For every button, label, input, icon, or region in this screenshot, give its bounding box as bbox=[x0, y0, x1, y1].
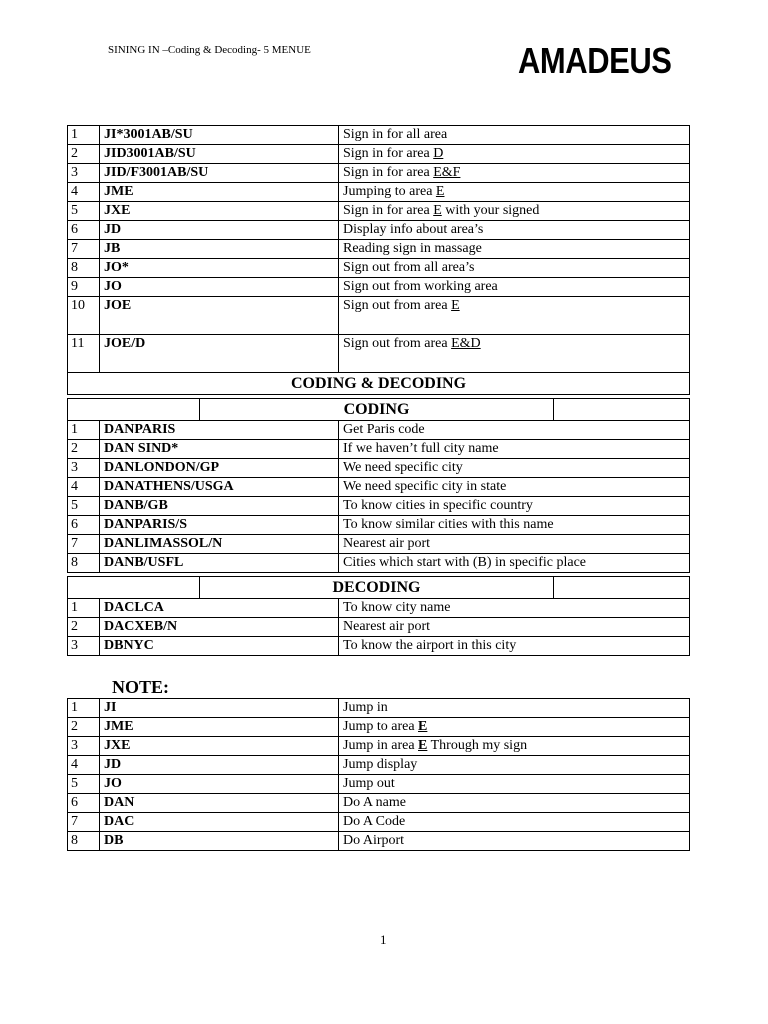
table-row bbox=[68, 202, 690, 221]
coding-title: CODING bbox=[200, 399, 554, 421]
table-row bbox=[68, 699, 690, 718]
description-text: To know similar cities with this name bbox=[343, 517, 554, 532]
description bbox=[339, 459, 690, 478]
command-code: DACXEB/N bbox=[100, 618, 339, 637]
table-row bbox=[68, 278, 690, 297]
table-row bbox=[68, 535, 690, 554]
row-number: 8 bbox=[68, 832, 100, 851]
description-text: We need specific city bbox=[343, 460, 463, 475]
command-code: JXE bbox=[100, 737, 339, 756]
description-text: Display info about area’s bbox=[343, 222, 484, 237]
command-code: DB bbox=[100, 832, 339, 851]
decoding-title: DECODING bbox=[200, 577, 554, 599]
description bbox=[339, 756, 690, 775]
area-code: D bbox=[433, 146, 444, 161]
row-number: 9 bbox=[68, 278, 100, 297]
description-text: To know city name bbox=[343, 600, 451, 615]
description-text: Jumping to area bbox=[343, 184, 436, 199]
coding-table bbox=[67, 398, 690, 421]
area-code: E&D bbox=[451, 336, 481, 351]
description-text: Jump in area bbox=[343, 738, 419, 753]
table-row bbox=[68, 459, 690, 478]
description bbox=[339, 421, 690, 440]
description-text: Jump to area bbox=[343, 719, 419, 734]
description-text: If we haven’t full city name bbox=[343, 441, 499, 456]
description-text: To know the airport in this city bbox=[343, 638, 517, 653]
description bbox=[339, 794, 690, 813]
table-row bbox=[68, 577, 690, 599]
description-text: Sign in for area bbox=[343, 165, 434, 180]
row-number: 8 bbox=[68, 259, 100, 278]
command-code: JOE/D bbox=[100, 335, 339, 373]
table-row bbox=[68, 183, 690, 202]
table-row bbox=[68, 516, 690, 535]
command-code: DANLONDON/GP bbox=[100, 459, 339, 478]
page-number: 1 bbox=[380, 932, 387, 947]
description bbox=[339, 335, 690, 373]
row-number: 1 bbox=[68, 421, 100, 440]
table-row bbox=[68, 813, 690, 832]
description bbox=[339, 516, 690, 535]
description bbox=[339, 535, 690, 554]
description-text: Sign out from working area bbox=[343, 279, 498, 294]
command-code: DANPARIS bbox=[100, 421, 339, 440]
command-code: DANATHENS/USGA bbox=[100, 478, 339, 497]
command-code: DANB/GB bbox=[100, 497, 339, 516]
description-text: Do A name bbox=[343, 795, 406, 810]
row-number: 6 bbox=[68, 794, 100, 813]
description-suffix: Through my sign bbox=[427, 738, 528, 753]
table-row bbox=[68, 126, 690, 145]
command-code: JO* bbox=[100, 259, 339, 278]
row-number: 6 bbox=[68, 516, 100, 535]
description bbox=[339, 832, 690, 851]
table-row bbox=[68, 832, 690, 851]
table-row bbox=[68, 599, 690, 618]
row-number: 5 bbox=[68, 202, 100, 221]
table-row bbox=[68, 554, 690, 573]
command-code: DANB/USFL bbox=[100, 554, 339, 573]
blank-cell bbox=[554, 577, 690, 599]
row-number: 4 bbox=[68, 756, 100, 775]
coding-rows-table bbox=[67, 420, 690, 573]
command-code: JME bbox=[100, 718, 339, 737]
command-code: DAN SIND* bbox=[100, 440, 339, 459]
coding-decoding-title: CODING & DECODING bbox=[68, 373, 690, 395]
command-code: JB bbox=[100, 240, 339, 259]
command-code: JD bbox=[100, 756, 339, 775]
description-text: We need specific city in state bbox=[343, 479, 507, 494]
description bbox=[339, 221, 690, 240]
row-number: 1 bbox=[68, 599, 100, 618]
description-text: To know cities in specific country bbox=[343, 498, 533, 513]
description bbox=[339, 259, 690, 278]
area-code: E bbox=[435, 184, 445, 199]
description-text: Jump display bbox=[343, 757, 418, 772]
command-code: JO bbox=[100, 775, 339, 794]
table-row bbox=[68, 259, 690, 278]
table-row bbox=[68, 737, 690, 756]
row-number: 5 bbox=[68, 775, 100, 794]
command-code: JID/F3001AB/SU bbox=[100, 164, 339, 183]
description-text: Sign in for area bbox=[343, 146, 434, 161]
row-number: 1 bbox=[68, 126, 100, 145]
row-number: 2 bbox=[68, 145, 100, 164]
description-text: Sign out from all area’s bbox=[343, 260, 475, 275]
area-code: E bbox=[451, 298, 460, 313]
description-text: Nearest air port bbox=[343, 619, 431, 634]
description-text: Sign out from area bbox=[343, 336, 452, 351]
description-text: Sign out from area bbox=[343, 298, 452, 313]
description bbox=[339, 497, 690, 516]
table-row bbox=[68, 794, 690, 813]
command-code: JOE bbox=[100, 297, 339, 335]
row-number: 3 bbox=[68, 737, 100, 756]
description bbox=[339, 297, 690, 335]
description bbox=[339, 164, 690, 183]
table-row bbox=[68, 756, 690, 775]
table-row bbox=[68, 440, 690, 459]
description-text: Get Paris code bbox=[343, 422, 425, 437]
table-row bbox=[68, 618, 690, 637]
description-text: Sign in for all area bbox=[343, 127, 448, 142]
description bbox=[339, 813, 690, 832]
row-number: 3 bbox=[68, 164, 100, 183]
command-code: DAN bbox=[100, 794, 339, 813]
row-number: 1 bbox=[68, 699, 100, 718]
table-row bbox=[68, 637, 690, 656]
blank-cell bbox=[68, 399, 200, 421]
area-code: E&F bbox=[433, 165, 461, 180]
command-code: JI bbox=[100, 699, 339, 718]
area-code: E bbox=[433, 203, 442, 218]
row-number: 4 bbox=[68, 183, 100, 202]
command-code: JD bbox=[100, 221, 339, 240]
description bbox=[339, 699, 690, 718]
description-text: Reading sign in massage bbox=[343, 241, 482, 256]
row-number: 6 bbox=[68, 221, 100, 240]
description bbox=[339, 737, 690, 756]
decoding-table bbox=[67, 576, 690, 599]
row-number: 11 bbox=[68, 335, 100, 373]
table-row bbox=[68, 164, 690, 183]
table-row bbox=[68, 497, 690, 516]
description-text: Sign in for area bbox=[343, 203, 434, 218]
description-text: Jump in bbox=[343, 700, 388, 715]
command-code: JID3001AB/SU bbox=[100, 145, 339, 164]
row-number: 2 bbox=[68, 618, 100, 637]
description bbox=[339, 554, 690, 573]
description-text: Cities which start with (B) in specific place bbox=[343, 555, 586, 570]
note-table bbox=[67, 698, 690, 851]
description bbox=[339, 202, 690, 221]
command-code: DANLIMASSOL/N bbox=[100, 535, 339, 554]
table-row bbox=[68, 335, 690, 373]
table-row bbox=[68, 718, 690, 737]
description bbox=[339, 126, 690, 145]
brand-logo: AMADEUS bbox=[518, 40, 672, 81]
decoding-rows-table bbox=[67, 598, 690, 656]
table-row bbox=[68, 399, 690, 421]
description bbox=[339, 618, 690, 637]
description bbox=[339, 278, 690, 297]
blank-cell bbox=[554, 399, 690, 421]
table-row bbox=[68, 421, 690, 440]
row-number: 3 bbox=[68, 637, 100, 656]
command-code: DAC bbox=[100, 813, 339, 832]
description bbox=[339, 478, 690, 497]
table-row bbox=[68, 221, 690, 240]
description-suffix: with your signed bbox=[441, 203, 540, 218]
table-row bbox=[68, 775, 690, 794]
description bbox=[339, 440, 690, 459]
row-number: 2 bbox=[68, 718, 100, 737]
row-number: 10 bbox=[68, 297, 100, 335]
note-title: NOTE: bbox=[112, 677, 170, 697]
row-number: 7 bbox=[68, 240, 100, 259]
signin-table bbox=[67, 125, 690, 395]
description bbox=[339, 637, 690, 656]
row-number: 3 bbox=[68, 459, 100, 478]
description bbox=[339, 183, 690, 202]
description bbox=[339, 718, 690, 737]
description-text: Jump out bbox=[343, 776, 395, 791]
table-row bbox=[68, 240, 690, 259]
row-number: 5 bbox=[68, 497, 100, 516]
command-code: DANPARIS/S bbox=[100, 516, 339, 535]
command-code: DBNYC bbox=[100, 637, 339, 656]
description-text: Do Airport bbox=[343, 833, 405, 848]
row-number: 8 bbox=[68, 554, 100, 573]
row-number: 4 bbox=[68, 478, 100, 497]
table-row bbox=[68, 373, 690, 395]
area-code: E bbox=[418, 738, 428, 753]
blank-cell bbox=[68, 577, 200, 599]
description bbox=[339, 775, 690, 794]
command-code: JXE bbox=[100, 202, 339, 221]
description-text: Nearest air port bbox=[343, 536, 431, 551]
command-code: DACLCA bbox=[100, 599, 339, 618]
command-code: JI*3001AB/SU bbox=[100, 126, 339, 145]
description-text: Do A Code bbox=[343, 814, 406, 829]
row-number: 7 bbox=[68, 535, 100, 554]
table-row bbox=[68, 478, 690, 497]
table-row bbox=[68, 297, 690, 335]
description bbox=[339, 145, 690, 164]
table-row bbox=[68, 145, 690, 164]
command-code: JO bbox=[100, 278, 339, 297]
row-number: 2 bbox=[68, 440, 100, 459]
document-header: SINING IN –Coding & Decoding- 5 MENUE bbox=[108, 44, 311, 56]
command-code: JME bbox=[100, 183, 339, 202]
row-number: 7 bbox=[68, 813, 100, 832]
description bbox=[339, 240, 690, 259]
description bbox=[339, 599, 690, 618]
area-code: E bbox=[418, 719, 428, 734]
